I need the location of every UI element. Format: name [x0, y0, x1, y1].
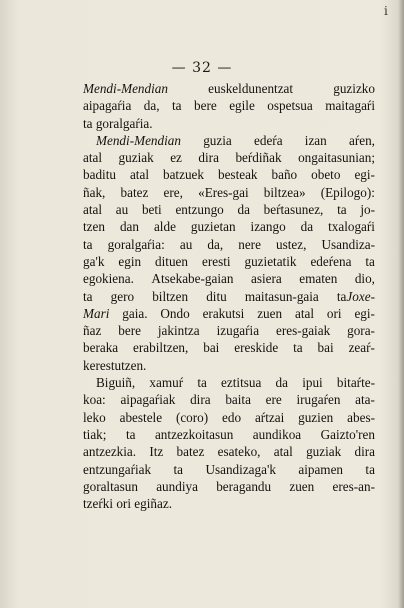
text-line [83, 495, 375, 512]
word: ditu [206, 288, 227, 304]
word: ga'k [83, 253, 105, 269]
word: erabiltzen, [133, 340, 189, 356]
word: ere [265, 392, 282, 408]
word: kerestutzen. [83, 357, 147, 373]
word: ta [293, 340, 303, 356]
text-line [83, 184, 375, 201]
word: guzizko [333, 81, 375, 96]
word: goraltasun [83, 478, 138, 494]
text-line [83, 461, 375, 478]
word: leko [83, 409, 106, 425]
text-line [83, 80, 375, 97]
text-line [83, 97, 375, 114]
text-line [83, 288, 375, 305]
word: irugaŕen [296, 392, 341, 408]
word: ta [83, 288, 93, 304]
text-line [83, 166, 375, 183]
word: aipagaŕiak [120, 392, 176, 408]
word: au [179, 236, 193, 252]
word: bai [317, 340, 334, 356]
word: guzietatik [244, 253, 297, 269]
word: ta [365, 461, 375, 477]
word: egile [229, 98, 255, 114]
paragraph [83, 132, 375, 374]
word: ta [83, 115, 93, 131]
word: antzezkia. [83, 444, 137, 460]
word: beŕdiñak [235, 150, 282, 166]
word: baditu [83, 167, 116, 183]
page-number: — 32 — [171, 60, 233, 76]
word: txalogaŕi [328, 219, 375, 235]
word: atal [294, 305, 315, 321]
text-line [83, 253, 375, 270]
paragraph [83, 80, 375, 132]
word: da [237, 202, 250, 218]
paragraph [83, 374, 375, 512]
word: euskeldunentzat [208, 81, 294, 96]
word: da [275, 375, 288, 391]
word: jakintza [157, 323, 200, 339]
text-line [83, 322, 375, 339]
word: Gaizto'ren [320, 426, 375, 442]
word: maitagaŕi [325, 98, 375, 114]
word: bai [203, 340, 220, 356]
text-line [83, 391, 375, 408]
word: ta [337, 202, 347, 218]
word: eres-gaiak [275, 323, 331, 339]
word: bere [118, 323, 141, 339]
text-line [83, 374, 375, 391]
word: biltzea» [263, 184, 306, 200]
word: ta [365, 253, 375, 269]
word: Usandiza- [321, 236, 375, 252]
word: gaia. [122, 305, 148, 321]
text-line [83, 409, 375, 426]
word: guziak [118, 150, 154, 166]
text-line [83, 270, 375, 287]
word: zuen [257, 305, 283, 321]
word: ta [173, 461, 184, 477]
word: Mari [83, 305, 110, 321]
word: tzeŕki [83, 496, 114, 512]
word: guzia [203, 132, 232, 148]
page-edge-shadow [398, 0, 404, 608]
word: ipui [302, 375, 323, 391]
word: baño [271, 167, 298, 183]
word: zuen [289, 478, 315, 494]
word: ori [326, 305, 342, 321]
word: aundiya [156, 478, 198, 494]
word: ñak, [83, 184, 106, 200]
word: egi- [354, 167, 375, 183]
word: edeŕena [310, 253, 352, 269]
word: aipagaŕia [83, 98, 132, 114]
word: egi- [354, 305, 375, 321]
word: atal [273, 444, 293, 460]
word: ospetsua [267, 98, 313, 114]
word: xamuŕ [149, 375, 184, 391]
word: jo- [360, 202, 375, 218]
word: dio, [354, 271, 375, 287]
word: (coro) [175, 409, 209, 425]
word: Itz [149, 444, 164, 460]
word: dira [190, 392, 211, 408]
word: tiak; [83, 426, 107, 442]
word: baita [225, 392, 251, 408]
word: taJoxe- [336, 288, 375, 304]
word: entzungo [175, 202, 224, 218]
word: ematen [299, 271, 338, 287]
word: batez [176, 444, 205, 460]
word: goralgaŕia. [95, 115, 153, 131]
word: (Epilogo): [320, 184, 375, 200]
text-line [83, 443, 375, 460]
word: dira [354, 444, 375, 460]
word: biltzen [152, 288, 189, 304]
word: ez [170, 150, 182, 166]
word: dira [198, 150, 219, 166]
word: erakutsi [202, 305, 245, 321]
word: eresti [201, 253, 231, 269]
word: izugaŕia [216, 323, 260, 339]
word: asiera [250, 271, 282, 287]
word: gora- [347, 323, 375, 339]
word: atal [83, 150, 103, 166]
word: egiñaz. [134, 496, 172, 512]
word: Mendi-Mendian [96, 132, 181, 148]
word: aŕtzai [254, 409, 285, 425]
word: guzietan [190, 219, 236, 235]
word: nere [238, 236, 261, 252]
word: ata- [355, 392, 375, 408]
word: ereskide [234, 340, 279, 356]
text-line [83, 149, 375, 166]
word: ori [116, 496, 131, 512]
word: eres-an- [332, 478, 375, 494]
word: dan [119, 219, 139, 235]
word: maitasun-gaia [244, 288, 319, 304]
word: batez [120, 184, 149, 200]
word: obeto [311, 167, 341, 183]
word: bere [194, 98, 217, 114]
word: da, [207, 236, 224, 252]
word: «Eres-gai [198, 184, 249, 200]
word: koa: [83, 392, 106, 408]
word: ere, [163, 184, 183, 200]
word: antzezkoitasun [154, 426, 234, 442]
text-line [83, 426, 375, 443]
word: beragandu [216, 478, 272, 494]
word: beti [141, 202, 162, 218]
word: Usandizaga'k [205, 461, 276, 477]
word: esateko, [217, 444, 261, 460]
word: dituen [155, 253, 189, 269]
corner-mark: i [384, 4, 388, 18]
word: atal [129, 167, 149, 183]
text-line [83, 357, 375, 374]
text-line [83, 201, 375, 218]
word: da [300, 219, 314, 235]
word: Atsekabe-gaian [151, 271, 234, 287]
word: gero [110, 288, 135, 304]
text-line [83, 478, 375, 495]
word: atal [83, 202, 103, 218]
word: aŕen, [348, 132, 375, 148]
word: Mendi-Mendian [83, 81, 168, 96]
text-line [83, 236, 375, 253]
word: zeaŕ- [348, 340, 375, 356]
word: tzen [83, 219, 105, 235]
word: aipamen [298, 461, 344, 477]
text-line [83, 115, 375, 132]
word: edo [222, 409, 242, 425]
word: beraka [83, 340, 119, 356]
word: besteak [217, 167, 258, 183]
word: ta [83, 236, 93, 252]
word: egokiena. [83, 271, 134, 287]
text-line [83, 305, 375, 322]
word: ta [125, 426, 136, 442]
word: ongaitasunian; [298, 150, 375, 166]
word: izango [250, 219, 286, 235]
text-line [83, 132, 375, 149]
word: ustez, [276, 236, 307, 252]
word: abestele [119, 409, 163, 425]
word: entzungaŕiak [83, 461, 152, 477]
word: au [115, 202, 129, 218]
word: Ondo [160, 305, 190, 321]
word: Biguiñ, [96, 375, 136, 391]
word: egin [118, 253, 142, 269]
word: ñaz [83, 323, 102, 339]
word: ta [197, 375, 207, 391]
body-text [83, 80, 375, 512]
word: beŕtasunez, [263, 202, 324, 218]
word: goralgaŕia: [107, 236, 165, 252]
word: abes- [347, 409, 375, 425]
text-line [83, 339, 375, 356]
word: guzien [298, 409, 334, 425]
word: da, [143, 98, 160, 114]
word: batzuek [162, 167, 204, 183]
word: aundikoa [252, 426, 302, 442]
word: eztitsua [221, 375, 262, 391]
word: guziak [306, 444, 342, 460]
word: alde [153, 219, 176, 235]
word: ta [172, 98, 182, 114]
word: bitaŕte- [336, 375, 375, 391]
word: izan [304, 132, 327, 148]
word: edeŕa [254, 132, 283, 148]
text-line [83, 218, 375, 235]
